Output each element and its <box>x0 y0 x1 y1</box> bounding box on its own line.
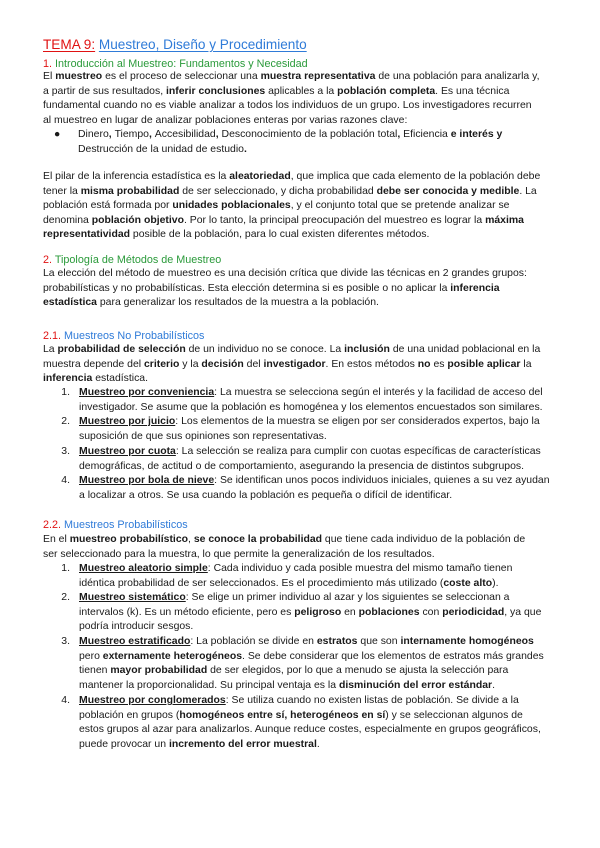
title-text: Muestreo, Diseño y Procedimiento <box>98 37 307 52</box>
list-item-line: Muestreo estratificado: La población se divide en estratos que son internamente homogéneos <box>79 636 534 647</box>
bold-text: investigador <box>263 358 326 370</box>
bold-text: estratos <box>316 636 358 647</box>
list-item-line: Muestreo por conveniencia: La muestra se selecciona según el interés y la facilidad de acceso del <box>79 387 543 398</box>
bold-text: mayor probabilidad <box>110 665 208 677</box>
list-number: 1. <box>61 563 70 574</box>
bold-text: estadística <box>43 297 97 309</box>
bold-text: aleatoriedad <box>229 171 291 182</box>
bold-text: inferencia <box>43 373 93 385</box>
list-number: 3. <box>61 636 70 647</box>
section-2-2-heading: 2.2. Muestreos Probabilísticos <box>43 519 188 531</box>
bold-text: , <box>148 129 155 140</box>
bold-text: inclusión <box>344 344 390 355</box>
bold-text: internamente homogéneos <box>400 636 534 647</box>
list-item-line: Muestreo sistemático: Se elige un primer individuo al azar y los siguientes se seleccionan a <box>79 592 510 603</box>
bold-text: Muestreo por conveniencia <box>79 387 215 398</box>
section-1-intro <box>43 70 563 128</box>
list-number: 2. <box>61 592 70 603</box>
bold-text: Muestreo por cuota <box>79 446 176 457</box>
bold-text: e interés y <box>447 129 503 140</box>
list-number: 1. <box>61 387 70 398</box>
list-item-line: investigador. Se asume que la población es homogénea y los elementos encuestados son similares. <box>79 401 543 413</box>
list-item-text <box>79 635 579 693</box>
list-item-text <box>79 474 579 503</box>
bold-text: probabilidad de selección <box>57 344 186 355</box>
list-item-text <box>79 562 579 591</box>
bold-text: muestra representativa <box>260 71 376 82</box>
title-number: TEMA 9: <box>43 37 96 52</box>
list-item-line: Muestreo por cuota: La selección se realiza para cumplir con cuotas específicas de características <box>79 446 541 457</box>
section-2-1-heading: 2.1. Muestreos No Probabilísticos <box>43 330 205 342</box>
list-item-line: puede provocar un incremento del error muestral. <box>79 738 320 750</box>
paragraph-line: a partir de sus resultados, inferir conclusiones aplicables a la población completa. Es una técnica <box>43 85 510 97</box>
list-item-text <box>79 386 579 415</box>
bold-text: Muestreo estratificado <box>79 636 191 647</box>
bold-text: , <box>108 129 115 140</box>
bold-text: representatividad <box>43 229 131 241</box>
bold-text: . <box>243 143 247 155</box>
section-2-heading: 2. Tipología de Métodos de Muestreo <box>43 254 222 266</box>
paragraph-line: fundamental cuando no es viable analizar a todos los individuos de un grupo. Los investigadores recurren <box>43 100 532 112</box>
bold-text: coste alto <box>443 577 493 589</box>
bold-text: , <box>397 129 404 140</box>
bold-text: misma probabilidad <box>80 185 180 197</box>
bullet-list-item: Dinero, Tiempo, Accesibilidad, Desconocimiento de la población total, Eficiencia e interés y Destrucción de la unidad de estudio. <box>78 129 503 155</box>
bold-text: , <box>215 129 222 140</box>
bold-text: Muestreo sistemático <box>79 592 186 603</box>
bold-text: unidades poblacionales <box>172 200 291 212</box>
list-item-text <box>79 694 579 752</box>
bold-text: población objetivo <box>91 214 184 226</box>
list-item-line: idéntica probabilidad de ser seleccionados. Es el procedimiento más utilizado (coste alto). <box>79 577 499 589</box>
list-item-text <box>79 415 579 444</box>
bold-text: disminución del error estándar <box>338 679 493 691</box>
bold-text: población completa <box>337 85 436 97</box>
bold-text: se conoce la probabilidad <box>193 534 323 545</box>
list-item-line: estos grupos al azar para analizarlos. Aunque reduce costes, especialmente en grupos geográficos, <box>79 724 541 736</box>
section-1-paragraph-2: El pilar de la inferencia estadística es la aleatoriedad, que implica que cada elemento de la población debe tener la misma probabilidad de ser seleccionado, y dicha probabilidad debe ser conocida y medible. La población está formada por unidades poblacionales, y el conjunto total que se pretende analizar se denomina población objetivo. Por lo tanto, la principal preocupación del muestreo es lograr la máxima representatividad posible de la población, para lo cual existen diferentes métodos. <box>43 171 541 241</box>
bold-text: Muestreo por juicio <box>79 416 176 427</box>
bold-text: decisión <box>201 358 244 370</box>
paragraph-line: al muestreo en lugar de analizar poblaciones enteras por varias razones clave: <box>43 114 408 126</box>
section-2-2-paragraph: En el muestreo probabilístico, se conoce la probabilidad que tiene cada individuo de la población de ser seleccionado para la muestra, lo que permite la generalización de los resultados. <box>43 534 526 560</box>
section-2-1-paragraph: La probabilidad de selección de un individuo no se conoce. La inclusión de una unidad poblacional en la muestra depende del criterio y la decisión del investigador. En estos métodos no es posible aplicar la inferencia estadística. <box>43 344 541 385</box>
list-item-line: tienen mayor probabilidad de ser elegidos, por lo que a menudo se ajusta la selección para <box>79 665 509 677</box>
bold-text: homogéneos entre sí, heterogéneos en sí <box>179 709 386 721</box>
bold-text: muestreo <box>55 71 103 82</box>
list-item-text <box>79 591 579 635</box>
list-item-line: población en grupos (homogéneos entre sí, heterogéneos en sí) y se seleccionan algunos de <box>79 709 523 721</box>
list-item-line: demográficas, de actitud o de comportamiento, asegurando la presencia de distintos subgrupos. <box>79 460 525 472</box>
bold-text: peligroso <box>294 606 342 618</box>
bold-text: inferencia <box>450 282 500 294</box>
list-item-line: Muestreo por bola de nieve: Se identifican unos pocos individuos iniciales, quienes a su vez ayudan <box>79 475 550 486</box>
list-number: 2. <box>61 416 70 427</box>
bold-text: posible aplicar <box>447 358 521 370</box>
bold-text: externamente heterogéneos <box>102 650 243 662</box>
bold-text: poblaciones <box>358 606 420 618</box>
list-number: 3. <box>61 446 70 457</box>
list-item-line: Muestreo aleatorio simple: Cada individuo y cada posible muestra del mismo tamaño tienen <box>79 563 513 574</box>
list-item-text <box>79 445 579 474</box>
list-number: 4. <box>61 695 70 706</box>
paragraph-line: El muestreo es el proceso de seleccionar una muestra representativa de una población para analizarla y, <box>43 71 540 82</box>
list-item-line: podría introducir sesgos. <box>79 621 194 633</box>
bullet-marker: ● <box>54 129 61 140</box>
bold-text: Muestreo por bola de nieve <box>79 475 215 486</box>
section-2-paragraph: La elección del método de muestreo es una decisión crítica que divide las técnicas en 2 grandes grupos: probabilísticas y no probabilísticas. Esta elección determina si es posible o no aplicar la inferencia estadística para generalizar los resultados de la muestra a la población. <box>43 268 527 309</box>
section-1-heading: 1. Introducción al Muestreo: Fundamentos y Necesidad <box>43 58 308 70</box>
bold-text: muestreo probabilístico <box>69 534 189 545</box>
list-item-line: Muestreo por conglomerados: Se utiliza cuando no existen listas de población. Se divide a la <box>79 695 519 706</box>
list-item-line: a localizar a otros. Se usa cuando la población es pequeña o difícil de identificar. <box>79 489 453 501</box>
bold-text: máxima <box>485 214 524 226</box>
bold-text: periodicidad <box>442 606 505 618</box>
list-number: 4. <box>61 475 70 486</box>
bold-text: no <box>417 358 431 370</box>
bold-text: criterio <box>143 358 180 370</box>
page-title <box>43 36 307 54</box>
list-item-line: pero externamente heterogéneos. Se debe considerar que los elementos de estratos más grandes <box>79 650 544 662</box>
bold-text: Muestreo aleatorio simple <box>79 563 208 574</box>
bold-text: incremento del error muestral <box>168 738 317 750</box>
list-item-line: intervalos (k). Es un método eficiente, pero es peligroso en poblaciones con periodicidad, ya que <box>79 606 542 618</box>
list-item-line: suposición de que sus opiniones son representativas. <box>79 430 327 442</box>
bold-text: inferir conclusiones <box>166 85 266 97</box>
list-item-line: Muestreo por juicio: Los elementos de la muestra se eligen por ser considerados expertos, bajo la <box>79 416 540 427</box>
bold-text: debe ser conocida y medible <box>376 185 520 197</box>
bold-text: Muestreo por conglomerados <box>79 695 226 706</box>
list-item-line: mantener la proporcionalidad. Su principal ventaja es la disminución del error estándar. <box>79 679 495 691</box>
